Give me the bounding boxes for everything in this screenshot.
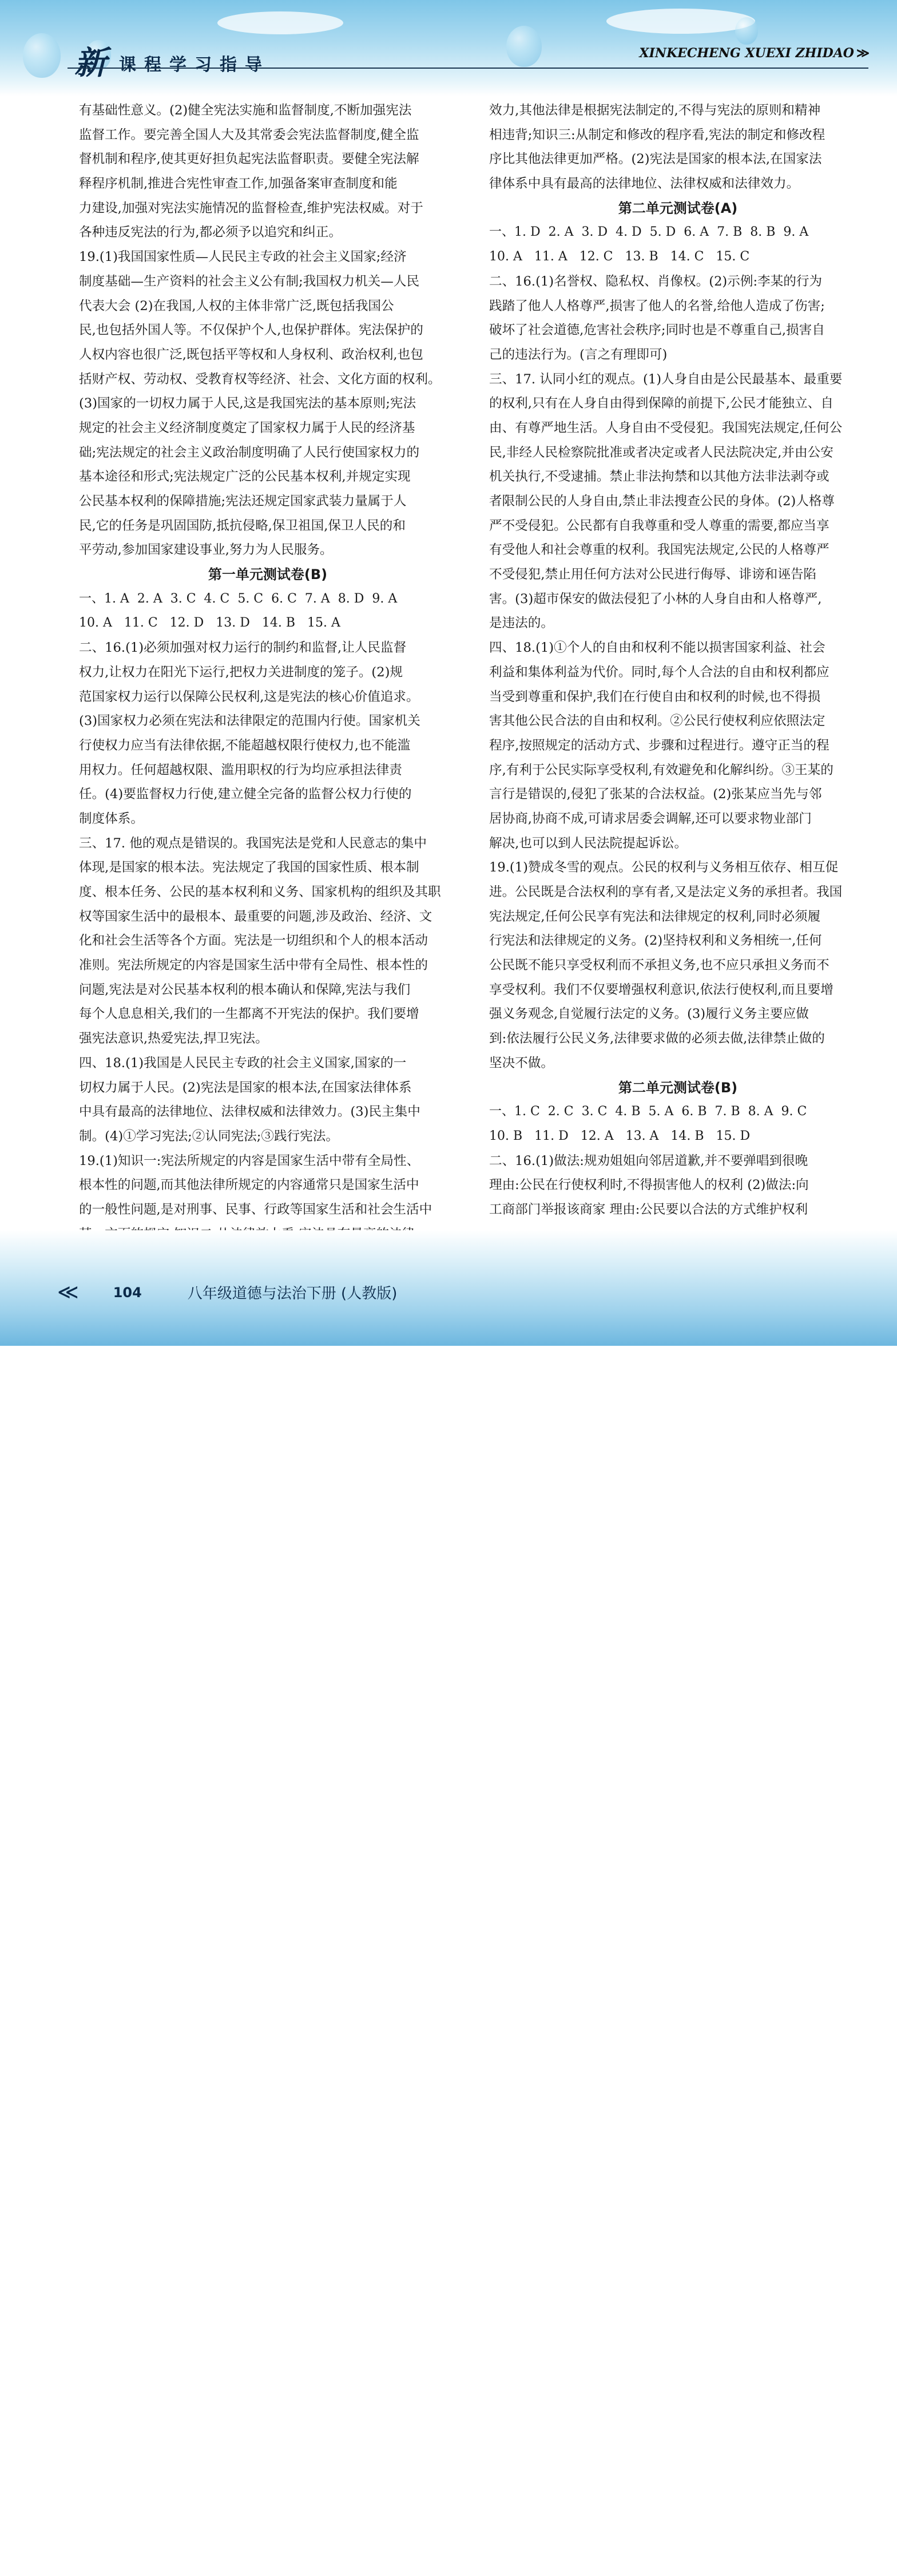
book-title: 八年级道德与法治下册 (人教版) <box>187 1285 398 1302</box>
text-line: 范国家权力运行以保障公民权利,这是宪法的核心价值追求。 <box>79 689 419 704</box>
text-line: 二、16.(1)名誉权、隐私权、肖像权。(2)示例:李某的行为 <box>489 274 823 289</box>
answer-key-line: 10. A 11. C 12. D 13. D 14. B 15. A <box>79 616 340 631</box>
brand-pinyin <box>639 46 867 61</box>
text-line: 问题,宪法是对公民基本权利的根本确认和保障,宪法与我们 <box>79 982 411 997</box>
page-number: 104 <box>113 1284 142 1301</box>
text-line: 二、16.(1)做法:规劝姐姐向邻居道歉,并不要弹唱到很晚 <box>489 1153 808 1168</box>
section-title: 第二单元测试卷(A) <box>618 200 738 216</box>
text-line: 坚决不做。 <box>489 1055 554 1071</box>
text-line: 宪法规定,任何公民享有宪法和法律规定的权利,同时必须履 <box>489 909 821 924</box>
text-line: 础;宪法规定的社会主义政治制度明确了人民行使国家权力的 <box>79 445 420 460</box>
text-line: 序比其他法律更加严格。(2)宪法是国家的根本法,在国家法 <box>489 152 822 167</box>
text-line: 害。(3)超市保安的做法侵犯了小林的人身自由和人格尊严, <box>489 591 822 607</box>
text-line: (3)国家权力必须在宪法和法律限定的范围内行使。国家机关 <box>79 714 420 729</box>
balloon-decoration-icon <box>506 26 542 67</box>
text-line: 民,它的任务是巩固国防,抵抗侵略,保卫祖国,保卫人民的和 <box>79 518 406 533</box>
text-line: 各种违反宪法的行为,都必须予以追究和纠正。 <box>79 225 342 240</box>
text-line: 制。(4)①学习宪法;②认同宪法;③践行宪法。 <box>79 1128 339 1144</box>
footer <box>57 1281 397 1304</box>
text-line: 监督工作。要完善全国人大及其常委会宪法监督制度,健全监 <box>79 127 419 142</box>
brand-pinyin-text: XINKECHENG XUEXI ZHIDAO <box>639 46 854 61</box>
text-line: 己的违法行为。(言之有理即可) <box>489 347 668 362</box>
answer-key-line: 一、1. D 2. A 3. D 4. D 5. D 6. A 7. B 8. B 9. A <box>489 225 809 240</box>
right-column <box>489 98 867 1222</box>
text-line: 四、18.(1)①个人的自由和权利不能以损害国家利益、社会 <box>489 640 825 656</box>
text-line: 平劳动,参加国家建设事业,努力为人民服务。 <box>79 542 333 558</box>
text-line: 有受他人和社会尊重的权利。我国宪法规定,公民的人格尊严 <box>489 542 829 558</box>
text-line: 的一般性问题,是对刑事、民事、行政等国家生活和社会生活中 <box>79 1202 432 1217</box>
text-line: 律体系中具有最高的法律地位、法律权威和法律效力。 <box>489 176 800 192</box>
text-line: 工商部门举报该商家 理由:公民要以合法的方式维护权利 <box>489 1202 808 1217</box>
text-line: 解决,也可以到人民法院提起诉讼。 <box>489 835 688 851</box>
answer-key-line: 10. B 11. D 12. A 13. A 14. B 15. D <box>489 1128 751 1143</box>
text-line: 是违法的。 <box>489 616 554 631</box>
text-line: 中具有最高的法律地位、法律权威和法律效力。(3)民主集中 <box>79 1104 420 1120</box>
text-line: 人权内容也很广泛,既包括平等权和人身权利、政治权利,也包 <box>79 347 423 362</box>
cloud-decoration <box>606 9 755 34</box>
header-divider <box>68 68 868 69</box>
text-line: 强宪法意识,热爱宪法,捍卫宪法。 <box>79 1031 268 1047</box>
text-line: 序,有利于公民实际享受权利,有效避免和化解纠纷。③王某的 <box>489 762 834 778</box>
text-line: 制度体系。 <box>79 811 144 826</box>
text-line: 体现,是国家的根本法。宪法规定了我国的国家性质、根本制 <box>79 860 419 875</box>
text-line: 进。公民既是合法权利的享有者,又是法定义务的承担者。我国 <box>489 885 843 899</box>
balloon-decoration-icon <box>23 33 61 78</box>
text-line: 基本途径和形式;宪法规定广泛的公民基本权利,并规定实现 <box>79 469 411 485</box>
text-line: 括财产权、劳动权、受教育权等经济、社会、文化方面的权利。 <box>79 371 441 387</box>
brand-logo <box>74 44 270 82</box>
text-line: 根本性的问题,而其他法律所规定的内容通常只是国家生活中 <box>79 1178 419 1193</box>
text-line: 有基础性意义。(2)健全宪法实施和监督制度,不断加强宪法 <box>79 103 412 118</box>
text-line: 化和社会生活等各个方面。宪法是一切组织和个人的根本活动 <box>79 933 428 949</box>
text-line: 公民既不能只享受权利而不承担义务,也不应只承担义务而不 <box>489 958 829 973</box>
text-line: 切权力属于人民。(2)宪法是国家的根本法,在国家法律体系 <box>79 1080 412 1095</box>
double-arrow-right-icon: ≫ <box>856 46 867 61</box>
text-line: 严不受侵犯。公民都有自我尊重和受人尊重的需要,都应当享 <box>489 518 829 533</box>
text-line: 害其他公民合法的自由和权利。②公民行使权利应依照法定 <box>489 714 825 729</box>
section-title: 第一单元测试卷(B) <box>208 566 328 583</box>
text-line: 行宪法和法律规定的义务。(2)坚持权利和义务相统一,任何 <box>489 933 822 949</box>
text-line: 19.(1)知识一:宪法所规定的内容是国家生活中带有全局性、 <box>79 1153 420 1168</box>
text-line: 践踏了他人人格尊严,损害了他人的名誉,给他人造成了伤害; <box>489 298 825 314</box>
text-line: 用权力。任何超越权限、滥用职权的行为均应承担法律责 <box>79 762 402 778</box>
text-line: 二、16.(1)必须加强对权力运行的制约和监督,让人民监督 <box>79 640 407 656</box>
text-line: 权等国家生活中的最根本、最重要的问题,涉及政治、经济、文 <box>79 909 432 924</box>
text-line: 19.(1)赞成冬雪的观点。公民的权利与义务相互依存、相互促 <box>489 860 839 875</box>
left-column <box>79 98 457 1246</box>
text-line: 的权利,只有在人身自由得到保障的前提下,公民才能独立、自 <box>489 396 834 411</box>
text-line: 19.(1)我国国家性质—人民民主专政的社会主义国家;经济 <box>79 249 407 265</box>
text-line: 享受权利。我们不仅要增强权利意识,依法行使权利,而且要增 <box>489 982 834 997</box>
text-line: 效力,其他法律是根据宪法制定的,不得与宪法的原则和精神 <box>489 103 821 118</box>
text-line: 督机制和程序,使其更好担负起宪法监督职责。要健全宪法解 <box>79 152 419 167</box>
text-line: 破坏了社会道德,危害社会秩序;同时也是不尊重自己,损害自 <box>489 323 825 338</box>
text-line: 释程序机制,推进合宪性审查工作,加强备案审查制度和能 <box>79 176 398 192</box>
text-line: 准则。宪法所规定的内容是国家生活中带有全局性、根本性的 <box>79 958 428 973</box>
text-line: 相违背;知识三:从制定和修改的程序看,宪法的制定和修改程 <box>489 127 825 142</box>
text-line: 民,非经人民检察院批准或者决定或者人民法院决定,并由公安 <box>489 445 834 460</box>
text-line: 到:依法履行公民义务,法律要求做的必须去做,法律禁止做的 <box>489 1031 825 1047</box>
text-line: 由、有尊严地生活。人身自由不受侵犯。我国宪法规定,任何公 <box>489 420 843 435</box>
answer-key-line: 一、1. C 2. C 3. C 4. B 5. A 6. B 7. B 8. A 9. C <box>489 1104 807 1119</box>
text-line: 三、17. 认同小红的观点。(1)人身自由是公民最基本、最重要 <box>489 371 843 387</box>
text-line: 公民基本权利的保障措施;宪法还规定国家武装力量属于人 <box>79 494 407 509</box>
text-line: 力建设,加强对宪法实施情况的监督检查,维护宪法权威。对于 <box>79 200 423 216</box>
text-line: 每个人息息相关,我们的一生都离不开宪法的保护。我们要增 <box>79 1006 419 1022</box>
text-line: 行使权力应当有法律依据,不能超越权限行使权力,也不能滥 <box>79 738 411 753</box>
brand-xin-char: 新 <box>74 44 106 82</box>
text-line: 居协商,协商不成,可请求居委会调解,还可以要求物业部门 <box>489 811 812 826</box>
brand-title: 课程学习指导 <box>119 55 270 75</box>
section-title: 第二单元测试卷(B) <box>618 1079 738 1096</box>
text-line: 当受到尊重和保护,我们在行使自由和权利的时候,也不得损 <box>489 689 821 704</box>
text-line: 言行是错误的,侵犯了张某的合法权益。(2)张某应当先与邻 <box>489 787 822 802</box>
text-line: 度、根本任务、公民的基本权利和义务、国家机构的组织及其职 <box>79 885 441 899</box>
text-line: 制度基础—生产资料的社会主义公有制;我国权力机关—人民 <box>79 274 420 289</box>
footer-water-decoration <box>0 2529 897 2576</box>
text-line: 代表大会 (2)在我国,人权的主体非常广泛,既包括我国公 <box>79 298 394 314</box>
balloon-decoration-icon <box>735 17 758 45</box>
text-line: 四、18.(1)我国是人民民主专政的社会主义国家,国家的一 <box>79 1055 407 1071</box>
text-line: 权力,让权力在阳光下运行,把权力关进制度的笼子。(2)规 <box>79 664 403 680</box>
text-line: 不受侵犯,禁止用任何方法对公民进行侮辱、诽谤和诬告陷 <box>489 567 817 582</box>
cloud-decoration <box>217 11 343 34</box>
text-line: 任。(4)要监督权力行使,建立健全完备的监督公权力行使的 <box>79 787 412 802</box>
text-line: 理由:公民在行使权利时,不得损害他人的权利 (2)做法:向 <box>489 1178 809 1193</box>
text-line: 三、17. 他的观点是错误的。我国宪法是党和人民意志的集中 <box>79 835 427 851</box>
text-line: (3)国家的一切权力属于人民,这是我国宪法的基本原则;宪法 <box>79 396 416 411</box>
text-line: 机关执行,不受逮捕。禁止非法拘禁和以其他方法非法剥夺或 <box>489 469 829 485</box>
text-line: 强义务观念,自觉履行法定的义务。(3)履行义务主要应做 <box>489 1006 809 1022</box>
text-line: 者限制公民的人身自由,禁止非法搜查公民的身体。(2)人格尊 <box>489 494 835 509</box>
double-arrow-left-icon: ≪ <box>57 1281 79 1304</box>
text-line: 利益和集体利益为代价。同时,每个人合法的自由和权利都应 <box>489 664 829 680</box>
answer-key-line: 10. A 11. A 12. C 13. B 14. C 15. C <box>489 249 750 264</box>
answer-key-line: 一、1. A 2. A 3. C 4. C 5. C 6. C 7. A 8. D 9. A <box>79 591 398 606</box>
text-line: 程序,按照规定的活动方式、步骤和过程进行。遵守正当的程 <box>489 738 829 753</box>
text-line: 民,也包括外国人等。不仅保护个人,也保护群体。宪法保护的 <box>79 323 423 338</box>
text-line: 规定的社会主义经济制度奠定了国家权力属于人民的经济基 <box>79 420 415 435</box>
